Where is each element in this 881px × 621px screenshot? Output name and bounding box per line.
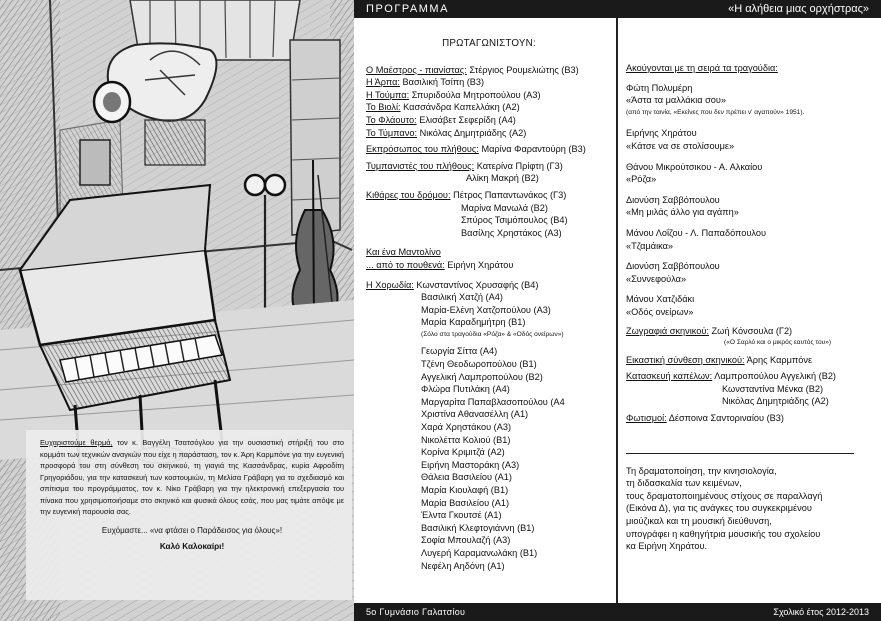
song-title: «Ρόζα» [626, 174, 657, 185]
hats-credit [626, 370, 876, 383]
role-line [366, 76, 612, 89]
mandolin-role-line [366, 259, 612, 272]
choir-member: Μαρία Βασιλείου (Α1) [421, 497, 510, 508]
section-rule [626, 453, 854, 454]
lights-credit [626, 412, 876, 425]
song-title: «Άστα τα μαλλάκια σου» [626, 95, 727, 106]
choir-member: Κορίνα Κριμιτζά (Α2) [421, 447, 505, 458]
cast-column [366, 38, 612, 572]
role-actor: Κασσάνδρα Καπελλάκη (Α2) [403, 102, 520, 113]
choir-member: Θάλεια Βασιλείου (Α1) [421, 472, 512, 483]
songs-credits-column [626, 62, 876, 553]
role-actor: Σπυριδούλα Μητροπούλου (Α3) [411, 89, 541, 100]
role-actor: Νικόλας Δημητριάδης (Α2) [419, 127, 527, 138]
choir-member: Λυγερή Καραμανωλάκη (Β1) [421, 547, 538, 558]
school-name: 5ο Γυμνάσιο Γαλατσίου [366, 607, 466, 617]
role-label: ... από το πουθενά: [366, 259, 445, 270]
thanks-lead: Ευχαριστούμε θερμά, [40, 438, 113, 447]
choir-member: Βασιλική Χατζή (Α4) [421, 292, 503, 303]
credit-label: Φωτισμοί: [626, 413, 667, 424]
song-title: «Μη μιλάς άλλο για αγάπη» [626, 207, 739, 218]
representative-line [366, 143, 612, 156]
choir-member: Ειρήνη Μαστοράκη (Α3) [421, 459, 520, 470]
song-composer: Φώτη Πολυμέρη [626, 82, 693, 93]
song-list [626, 119, 876, 324]
direction-line: τους δραματοποιημένους στίχους σε παραλλαγή [626, 490, 823, 501]
direction-line: κα Ειρήνη Χηράτου. [626, 541, 708, 552]
role-label: Το Βιολί: [366, 102, 401, 113]
direction-line: (Εικόνα Δ), για τις ανάγκες του συγκεκριμένου [626, 503, 812, 514]
song-title: «Τζαμάικα» [626, 240, 674, 251]
credit-label: Εικαστική σύνθεση σκηνικού: [626, 354, 745, 365]
role-actor: Βασιλική Τσίπη (Β3) [402, 77, 485, 88]
song-title: «Οδός ονείρων» [626, 306, 694, 317]
choir-member: Μαρία Κιουλαφή (Β1) [421, 485, 509, 495]
wish-line: Ευχόμαστε... «να φτάσει ο Παράδεισος για όλους»! [101, 525, 283, 535]
role-actor: Κωνσταντίνος Χρυσαφής (Β4) [416, 279, 539, 290]
song-composer: Θάνου Μικρούτσικου - Α. Αλκαίου [626, 161, 763, 172]
choir-member: Χαρά Χρηστάκου (Α3) [421, 422, 511, 433]
drummers-second: Αλίκη Μακρή (Β2) [466, 173, 539, 184]
mandolin-line: Και ένα Μαντολίνο [366, 247, 441, 258]
guitarists-line [366, 189, 612, 202]
painting-credit [626, 325, 876, 338]
credit-name: Νικόλας Δημητριάδης (Α2) [722, 396, 829, 407]
choir-member: Νεφέλη Αηδόνη (Α1) [421, 560, 505, 571]
program-heading: ΠΡΟΓΡΑΜΜΑ [366, 3, 449, 15]
choir-member: Αγγελική Λαμπροπούλου (Β2) [421, 371, 543, 382]
songs-title: Ακούγονται με τη σειρά τα τραγούδια: [626, 63, 778, 73]
song-title: «Συννεφούλα» [626, 273, 687, 284]
role-actor: Μαρίνα Φαραντούρη (Β3) [481, 144, 586, 155]
direction-line: μιούζικαλ και τη μουσική διεύθυνση, [626, 516, 772, 527]
choir-member: Βασιλική Κλεφτογιάννη (Β1) [421, 522, 535, 533]
direction-line: υπογράφει η καθηγήτρια μουσικής του σχολείου [626, 528, 821, 539]
guitarist-name: Μαρίνα Μανωλά (Β2) [461, 202, 548, 213]
credit-label: Κατασκευή καπέλων: [626, 371, 713, 382]
role-line [366, 64, 612, 77]
role-actor: Ειρήνη Χηράτου [447, 259, 514, 270]
guitarist-name: Σπύρος Τσιμόπουλος (Β4) [461, 215, 568, 226]
direction-line: Τη δραματοποίηση, την κινησιολογία, [626, 465, 777, 476]
cover-illustration-panel [0, 0, 354, 621]
visual-credit [626, 354, 876, 367]
cast-title: ΠΡΩΤΑΓΩΝΙΣΤΟΥΝ: [442, 38, 536, 49]
song-note: (από την ταινία, «Εκείνες που δεν πρέπει ν' αγαπούν» 1951). [626, 108, 805, 116]
painting-note: («Ο Σαρλό και ο μικρός εαυτός του») [724, 339, 832, 347]
role-line [366, 127, 612, 140]
role-line [366, 114, 612, 127]
choir-line [366, 279, 612, 292]
thanks-paragraph [40, 437, 344, 518]
role-label: Η Χορωδία: [366, 279, 414, 290]
choir-solo-note: (Σόλο στα τραγούδια «Ρόζα» & «Οδός ονείρων») [421, 330, 564, 338]
role-label: Το Φλάουτο: [366, 114, 417, 125]
thanks-body: τον κ. Βαγγέλη Τσατσόγλου για την ουσιαστική στήριξή του στο κομμάτι των τεχνικών αναγκών που είχε η παράσταση, τον κ. Άρη Καρμπόνε για την ευγενική προσφορά του στη σύνθεση του σκηνικού, τη γιαγιά της Κασσάνδρας, κυρία Αφροδίτη Γρηγοριάδου, για την κατασκευή των κοστουμιών, τη Μελίσα Γράβαρη για το σχεδιασμό και σπίτισμα του προγράμματος, τον κ. Νίκο Γράβαρη για την ηλεκτρονική επεξεργασία του πίνακα που χρησιμοποιήσαμε στο σκηνικό και φυσικά όλους εσάς, που μας τιμάτε απόψε με την ευγενική παρουσία σας. [40, 438, 344, 516]
role-actor: Κατερίνα Πρίφτη (Γ3) [476, 160, 563, 171]
choir-member: Γεωργία Σίττα (Α4) [421, 346, 498, 357]
drummers-line [366, 160, 612, 173]
show-title: «Η αλήθεια μιας ορχήστρας» [728, 3, 869, 15]
column-divider [616, 18, 618, 603]
role-label: Εκπρόσωπος του πλήθους: [366, 144, 479, 155]
choir-member: Μαργαρίτα Παπαβλασοπούλου (Α4 [421, 396, 565, 407]
direction-line: τη διδασκαλία των κειμένων, [626, 478, 742, 489]
farewell-line: Καλό Καλοκαίρι! [159, 542, 225, 551]
choir-member: Νικολέττα Κολιού (Β1) [421, 434, 511, 445]
choir-member: Σοφία Μπουλαζή (Α3) [421, 535, 511, 546]
song-composer: Μάνου Λοΐζου - Λ. Παπαδόπουλου [626, 227, 766, 238]
program-header-bar [354, 0, 881, 18]
choir-member: Φλώρα Πυτιλάκη (Α4) [421, 384, 510, 395]
role-label: Το Τύμπανο: [366, 127, 418, 138]
footer-bar [354, 603, 881, 621]
role-label: Κιθάρες του δρόμου: [366, 189, 451, 200]
role-line [366, 101, 612, 114]
role-actor: Πέτρος Παπαντωνάκος (Γ3) [453, 189, 567, 200]
credit-name: Κωνσταντίνα Μένκα (Β2) [722, 383, 824, 394]
credit-name: Δέσποινα Σαντοριναίου (Β3) [668, 413, 784, 424]
choir-member: Χριστίνα Αθανασέλλη (Α1) [421, 409, 529, 420]
role-label: Η Τούμπα: [366, 89, 410, 100]
credit-label: Ζωγραφιά σκηνικού: [626, 325, 709, 336]
credit-name: Άρης Καρμπόνε [746, 354, 813, 365]
choir-member: Τζένη Θεοδωροπούλου (Β1) [421, 359, 537, 370]
role-label: Ο Μαέστρος - πιανίστας: [366, 64, 467, 75]
song-composer: Ειρήνης Χηράτου [626, 128, 697, 139]
choir-list [366, 345, 612, 572]
role-label: Τυμπανιστές του πλήθους: [366, 160, 475, 171]
credit-name: Ζωή Κόνσουλα (Γ2) [711, 325, 793, 336]
role-actor: Ελισάβετ Σεφερίδη (Α4) [419, 114, 516, 125]
choir-member: Μαρία-Ελένη Χατζοπούλου (Α3) [421, 304, 551, 315]
choir-member: Έλντα Γκουτσέ (Α1) [421, 510, 502, 521]
song-composer: Διονύση Σαββόπουλου [626, 261, 720, 272]
direction-credit [626, 465, 876, 553]
role-line [366, 89, 612, 102]
choir-member: Μαρία Καραδημήτρη (Β1) [421, 317, 526, 328]
thanks-note [26, 430, 352, 600]
song-composer: Διονύση Σαββόπουλου [626, 194, 720, 205]
guitarist-name: Βασίλης Χρηστάκος (Α3) [461, 227, 562, 238]
school-year: Σχολικό έτος 2012-2013 [773, 607, 869, 617]
song-title: «Κάτσε να σε στολίσουμε» [626, 140, 735, 151]
role-label: Η Άρπα: [366, 77, 400, 88]
song-composer: Μάνου Χατζιδάκι [626, 294, 695, 305]
role-actor: Στέργιος Ρουμελιώτης (Β3) [469, 64, 579, 75]
credit-name: Λαμπροπούλου Αγγελική (Β2) [714, 371, 836, 382]
